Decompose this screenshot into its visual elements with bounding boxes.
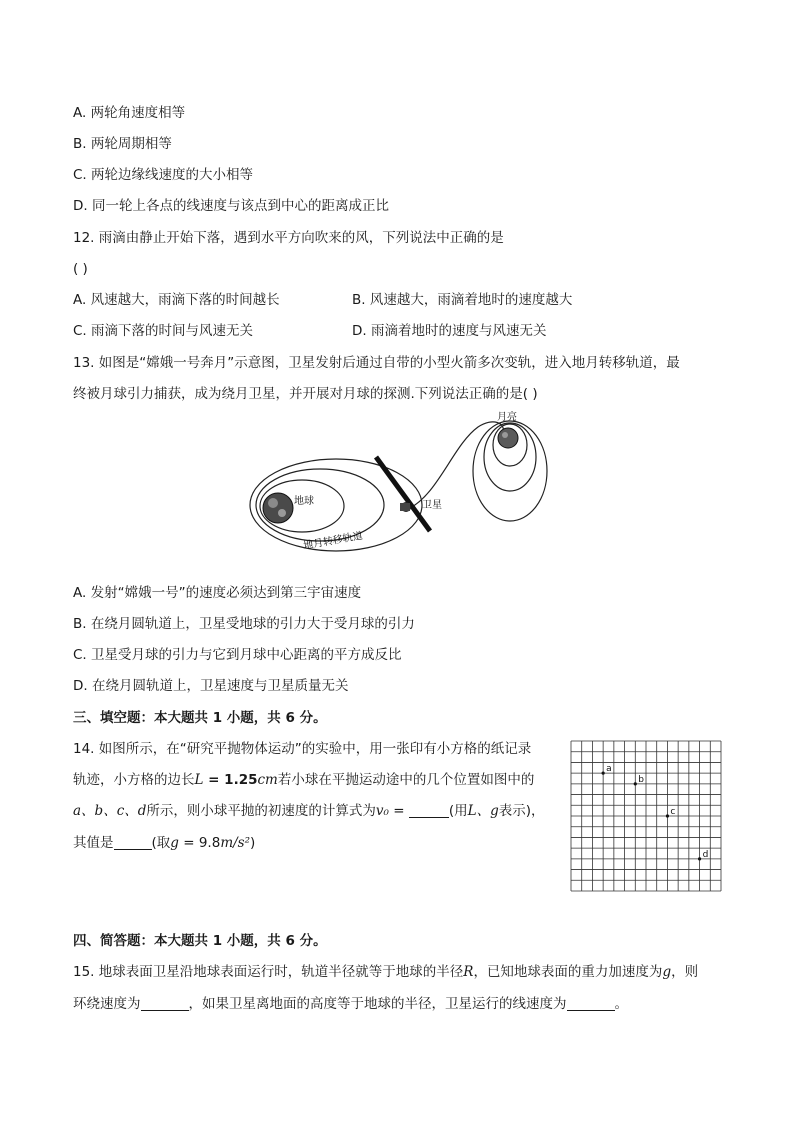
q14-line4: 其值是 (取g = 9.8m/s²) bbox=[73, 835, 256, 851]
point-a bbox=[602, 772, 605, 775]
moon-icon bbox=[498, 428, 518, 448]
q12-answer-paren: ( ) bbox=[73, 261, 88, 277]
q15-blank-2[interactable] bbox=[567, 996, 615, 1011]
point-label-d: d bbox=[702, 849, 709, 860]
q13-stem-line1: 13. 如图是“嫦娥一号奔月”示意图，卫星发射后通过自带的小型火箭多次变轨，进入地月转移轨道，最 bbox=[73, 355, 680, 371]
q13-option-c: C. 卫星受月球的引力与它到月球中心距离的平方成反比 bbox=[73, 647, 402, 663]
q12-option-d: D. 雨滴着地时的速度与风速无关 bbox=[352, 323, 547, 339]
q15-line1: 15. 地球表面卫星沿地球表面运行时，轨道半径就等于地球的半径R，已知地球表面的重力加速度为g，则 bbox=[73, 964, 699, 980]
point-c bbox=[666, 814, 669, 817]
q14-line3: a、b、c、d所示，则小球平抛的初速度的计算式为v₀ = (用L、g表示)， bbox=[73, 803, 545, 819]
q14-line1: 14. 如图所示，在“研究平抛物体运动”的实验中，用一张印有小方格的纸记录 bbox=[73, 741, 532, 757]
trajectory-grid bbox=[570, 740, 722, 892]
point-label-b: b bbox=[638, 774, 645, 785]
q13-option-a: A. 发射“嫦娥一号”的速度必须达到第三宇宙速度 bbox=[73, 585, 362, 601]
transfer-orbit-label: 地月转移轨道 bbox=[302, 530, 364, 552]
section-3-heading: 三、填空题：本大题共 1 小题，共 6 分。 bbox=[73, 710, 327, 726]
moon-label: 月亮 bbox=[497, 412, 517, 423]
q12-option-c: C. 雨滴下落的时间与风速无关 bbox=[73, 323, 254, 339]
q12-option-b: B. 风速越大，雨滴着地时的速度越大 bbox=[352, 292, 573, 308]
q14-blank-value[interactable] bbox=[114, 835, 152, 850]
satellite-label: 卫星 bbox=[422, 500, 442, 511]
q11-option-a: A. 两轮角速度相等 bbox=[73, 105, 186, 121]
q12-option-a: A. 风速越大，雨滴下落的时间越长 bbox=[73, 292, 280, 308]
q14-blank-formula[interactable] bbox=[409, 803, 449, 818]
q15-line2: 环绕速度为 ，如果卫星离地面的高度等于地球的半径，卫星运行的线速度为 。 bbox=[73, 996, 628, 1012]
q11-option-b: B. 两轮周期相等 bbox=[73, 136, 172, 152]
q13-option-b: B. 在绕月圆轨道上，卫星受地球的引力大于受月球的引力 bbox=[73, 616, 415, 632]
point-label-c: c bbox=[670, 807, 676, 817]
earth-icon bbox=[263, 493, 293, 523]
satellite-icon bbox=[376, 457, 430, 531]
transfer-trajectory bbox=[408, 422, 503, 509]
chang-e-orbit-diagram bbox=[248, 405, 558, 555]
point-d bbox=[698, 857, 701, 860]
section-4-heading: 四、简答题：本大题共 1 小题，共 6 分。 bbox=[73, 933, 327, 949]
q13-stem-line2: 终被月球引力捕获，成为绕月卫星，并开展对月球的探测.下列说法正确的是( ) bbox=[73, 386, 538, 402]
point-label-a: a bbox=[606, 764, 612, 775]
point-b bbox=[634, 782, 637, 785]
q11-option-c: C. 两轮边缘线速度的大小相等 bbox=[73, 167, 254, 183]
q14-line2: 轨迹，小方格的边长L = 1.25cm若小球在平抛运动途中的几个位置如图中的 bbox=[73, 772, 535, 788]
earth-label: 地球 bbox=[294, 496, 314, 507]
q13-option-d: D. 在绕月圆轨道上，卫星速度与卫星质量无关 bbox=[73, 678, 349, 694]
q11-option-d: D. 同一轮上各点的线速度与该点到中心的距离成正比 bbox=[73, 198, 389, 214]
q15-blank-1[interactable] bbox=[141, 996, 189, 1011]
q12-stem: 12. 雨滴由静止开始下落，遇到水平方向吹来的风，下列说法中正确的是 bbox=[73, 230, 504, 246]
